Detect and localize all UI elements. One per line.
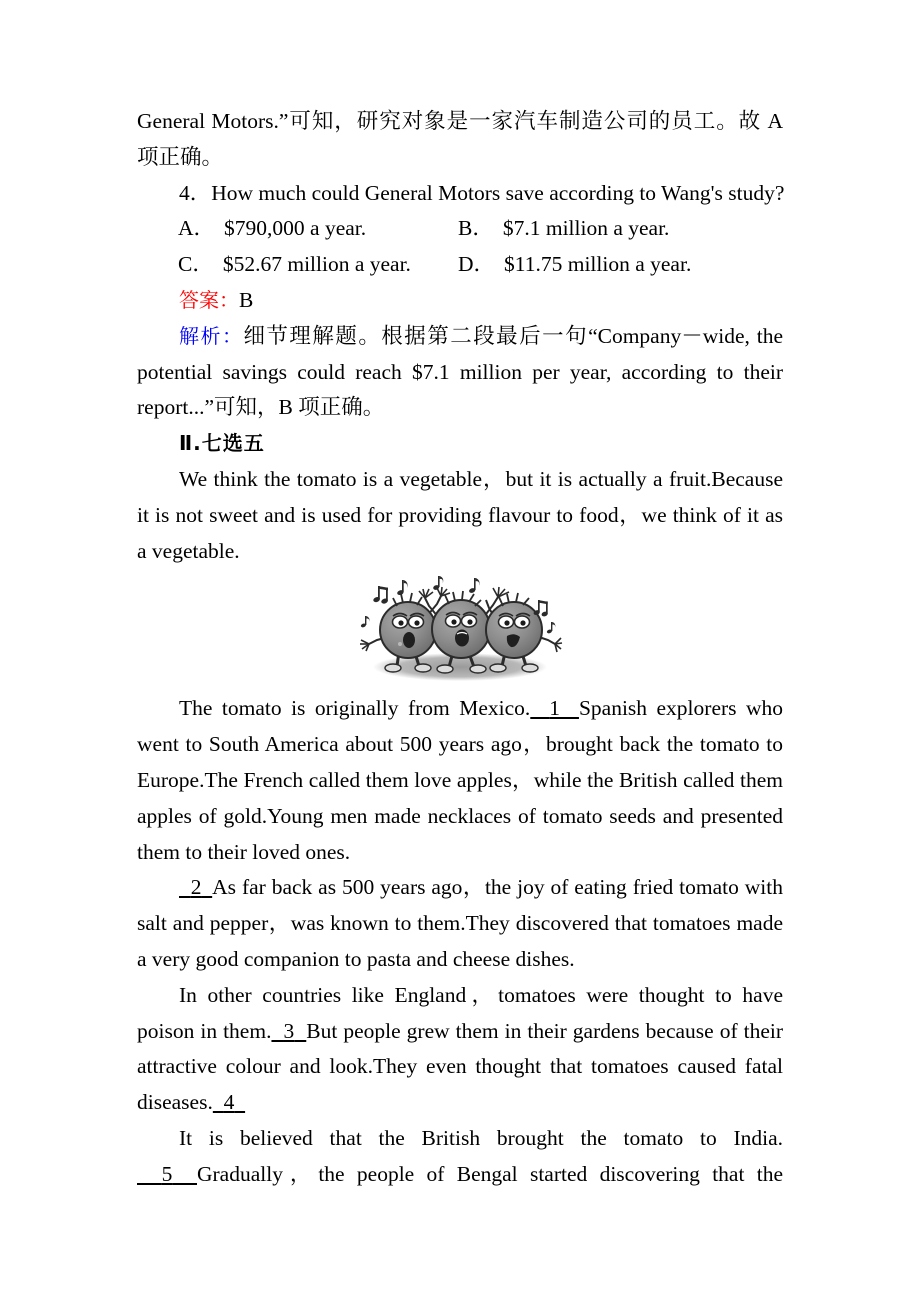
blank-4[interactable] (213, 1090, 245, 1114)
blank-2[interactable] (179, 875, 212, 899)
option-b[interactable] (457, 211, 669, 247)
section-2-intro-text: We think the tomato is a vegetable，but it is actually a fruit.Because it is not sweet and is used for providing flavour to food，we think of it as a vegetable. (137, 466, 783, 563)
three-singing-tomatoes-illustration (357, 574, 563, 684)
blank-5-number: 5 (161, 1161, 173, 1186)
question-4-stem (137, 176, 783, 212)
analysis-text: 细节理解题。根据第二段最后一句“Company－wide, the potential savings could reach $7.1 million per year, according to their report...”可知，B 项正确。 (137, 323, 784, 420)
paragraph-1-after: Spanish explorers who went to South America about 500 years ago，brought back the tomato to Europe.The French called them love apples，while the British called them apples of gold.Young men made necklaces of tomato seeds and presented them to their loved ones. (137, 696, 784, 864)
explanation-continuation-text-2: 项正确。 (137, 144, 224, 169)
section-2-intro-paragraph (137, 462, 783, 569)
reading-paragraph-3 (137, 978, 783, 1121)
blank-4-number: 4 (223, 1090, 235, 1115)
section-2-heading (137, 426, 783, 462)
paragraph-1-before: The tomato is originally from Mexico. (179, 696, 531, 721)
blank-1[interactable] (530, 696, 579, 720)
illustration-container (137, 573, 783, 685)
paragraph-3-after: But people grew them in their gardens because of their attractive colour and look.They even thought that tomatoes caused fatal diseases. (137, 1018, 784, 1115)
option-d-text: $11.75 million a year. (504, 252, 692, 277)
blank-5[interactable] (137, 1162, 197, 1186)
paragraph-3-before: In other countries like England，tomatoes were thought to have poison in them. (137, 982, 783, 1043)
blank-2-number: 2 (190, 875, 202, 900)
blank-3-number: 3 (283, 1018, 295, 1043)
paragraph-2-after: As far back as 500 years ago，the joy of eating fried tomato with salt and pepper，was known to them.They discovered that tomatoes made a very good companion to pasta and cheese dishes. (137, 875, 784, 971)
answer-value: B (239, 287, 254, 312)
option-c[interactable] (137, 247, 457, 283)
reading-paragraph-2 (137, 870, 783, 977)
blank-3[interactable] (271, 1019, 306, 1043)
explanation-continuation-text-1: General Motors.”可知，研究对象是一家汽车制造公司的员工。故 A (137, 109, 783, 133)
reading-paragraph-4 (137, 1121, 783, 1193)
question-4-stem-text: 4．How much could General Motors save according to Wang's study? (179, 180, 785, 205)
blank-1-number: 1 (549, 696, 560, 721)
option-d-letter: D． (458, 252, 496, 277)
option-c-letter: C． (178, 252, 214, 277)
explanation-continuation-line-1 (137, 104, 783, 140)
question-4-options (137, 211, 783, 283)
option-row-ab (137, 211, 783, 247)
option-b-letter: B． (458, 216, 494, 241)
page-content (137, 104, 783, 1193)
option-d[interactable] (457, 247, 691, 283)
option-a-text: $790,000 a year. (224, 216, 367, 241)
option-row-cd (137, 247, 783, 283)
analysis-line (137, 319, 783, 426)
answer-line (137, 283, 783, 319)
option-c-text: $52.67 million a year. (222, 252, 411, 277)
reading-paragraph-1 (137, 691, 783, 870)
paragraph-4-before: It is believed that the British brought the tomato to India. (179, 1125, 783, 1150)
paragraph-4-after: Gradually，the people of Bengal started discovering that the (197, 1161, 784, 1186)
option-a[interactable] (137, 211, 457, 247)
option-b-text: $7.1 million a year. (502, 216, 670, 241)
section-2-heading-text: Ⅱ.七选五 (179, 431, 265, 456)
analysis-label: 解析： (179, 323, 244, 348)
explanation-continuation-line-2 (137, 140, 783, 176)
option-a-letter: A． (178, 216, 216, 241)
answer-label: 答案： (179, 287, 239, 312)
